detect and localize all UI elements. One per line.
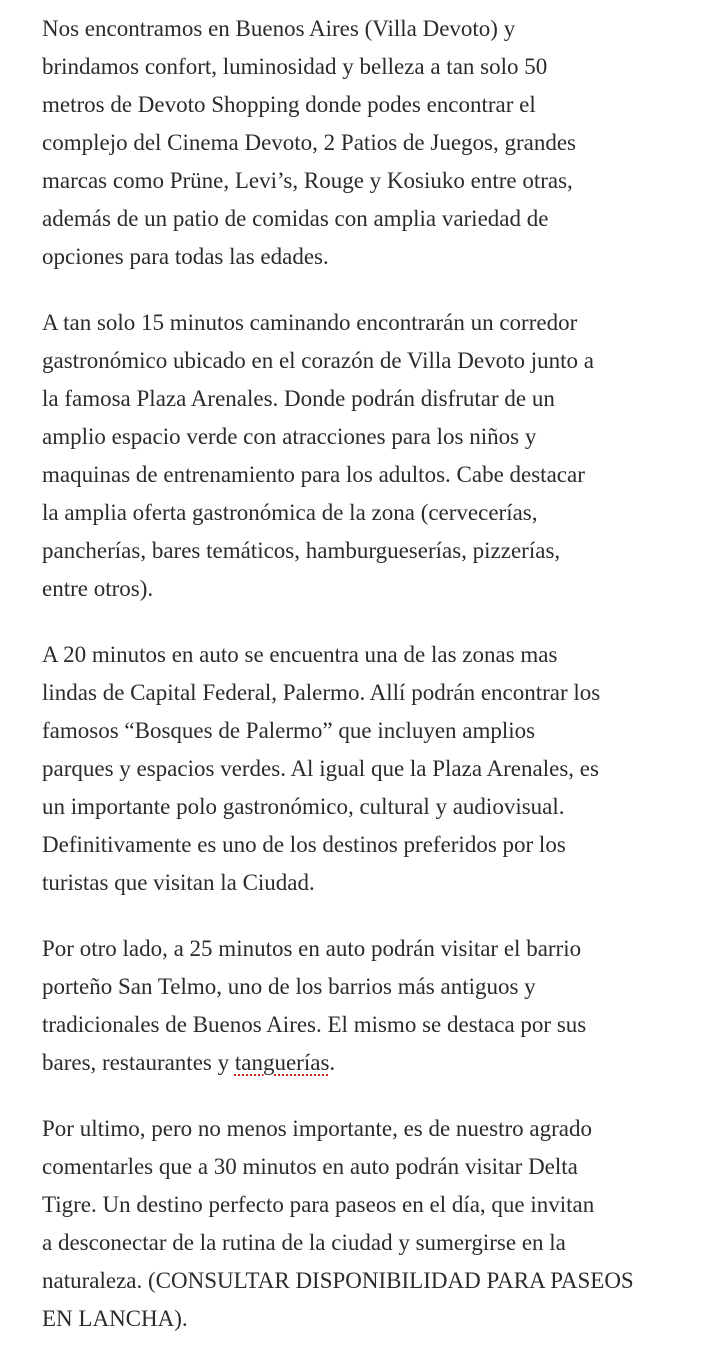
text-line: un importante polo gastronómico, cultural y audiovisual. [42, 794, 565, 819]
text-segment: bares, restaurantes y [42, 1050, 235, 1075]
text-line: A 20 minutos en auto se encuentra una de las zonas mas [42, 642, 558, 667]
text-line: A tan solo 15 minutos caminando encontrarán un corredor [42, 310, 578, 335]
text-line: entre otros). [42, 576, 154, 601]
text-line: naturaleza. (CONSULTAR DISPONIBILIDAD PARA PASEOS [42, 1268, 634, 1293]
spellcheck-flagged-word[interactable]: tanguerías [234, 1050, 330, 1075]
text-line: lindas de Capital Federal, Palermo. Allí podrán encontrar los [42, 680, 601, 705]
text-segment: . [329, 1050, 336, 1075]
text-line: a desconectar de la rutina de la ciudad y sumergirse en la [42, 1230, 566, 1255]
text-line: amplio espacio verde con atracciones para los niños y [42, 424, 537, 449]
text-line: brindamos confort, luminosidad y belleza a tan solo 50 [42, 54, 548, 79]
text-line: pancherías, bares temáticos, hamburgueserías, pizzerías, [42, 538, 561, 563]
text-line: maquinas de entrenamiento para los adultos. Cabe destacar [42, 462, 585, 487]
text-line: parques y espacios verdes. Al igual que la Plaza Arenales, es [42, 756, 599, 781]
text-line: opciones para todas las edades. [42, 244, 329, 269]
text-line-last [42, 1044, 702, 1082]
text-line: Por ultimo, pero no menos importante, es de nuestro agrado [42, 1116, 592, 1141]
text-line: Nos encontramos en Buenos Aires (Villa Devoto) y [42, 16, 516, 41]
paragraph-location [42, 10, 702, 276]
text-line: EN LANCHA). [42, 1306, 188, 1331]
text-line: famosos “Bosques de Palermo” que incluyen amplios [42, 718, 536, 743]
text-line: la amplia oferta gastronómica de la zona (cervecerías, [42, 500, 538, 525]
text-line: Definitivamente es uno de los destinos preferidos por los [42, 832, 566, 857]
text-line: tradicionales de Buenos Aires. El mismo se destaca por sus [42, 1012, 587, 1037]
paragraph-delta-tigre [42, 1110, 702, 1338]
paragraph-san-telmo [42, 930, 702, 1082]
text-line: Tigre. Un destino perfecto para paseos en el día, que invitan [42, 1192, 595, 1217]
text-line: Por otro lado, a 25 minutos en auto podrán visitar el barrio [42, 936, 582, 961]
article-body [42, 10, 702, 1366]
text-line: complejo del Cinema Devoto, 2 Patios de Juegos, grandes [42, 130, 577, 155]
text-line: gastronómico ubicado en el corazón de Villa Devoto junto a [42, 348, 594, 373]
paragraph-palermo [42, 636, 702, 902]
text-line: además de un patio de comidas con amplia variedad de [42, 206, 549, 231]
text-line: turistas que visitan la Ciudad. [42, 870, 315, 895]
text-line: comentarles que a 30 minutos en auto podrán visitar Delta [42, 1154, 578, 1179]
text-line: porteño San Telmo, uno de los barrios más antiguos y [42, 974, 536, 999]
paragraph-plaza-arenales [42, 304, 702, 608]
text-line: marcas como Prüne, Levi’s, Rouge y Kosiuko entre otras, [42, 168, 573, 193]
text-line: metros de Devoto Shopping donde podes encontrar el [42, 92, 536, 117]
text-line: la famosa Plaza Arenales. Donde podrán disfrutar de un [42, 386, 555, 411]
